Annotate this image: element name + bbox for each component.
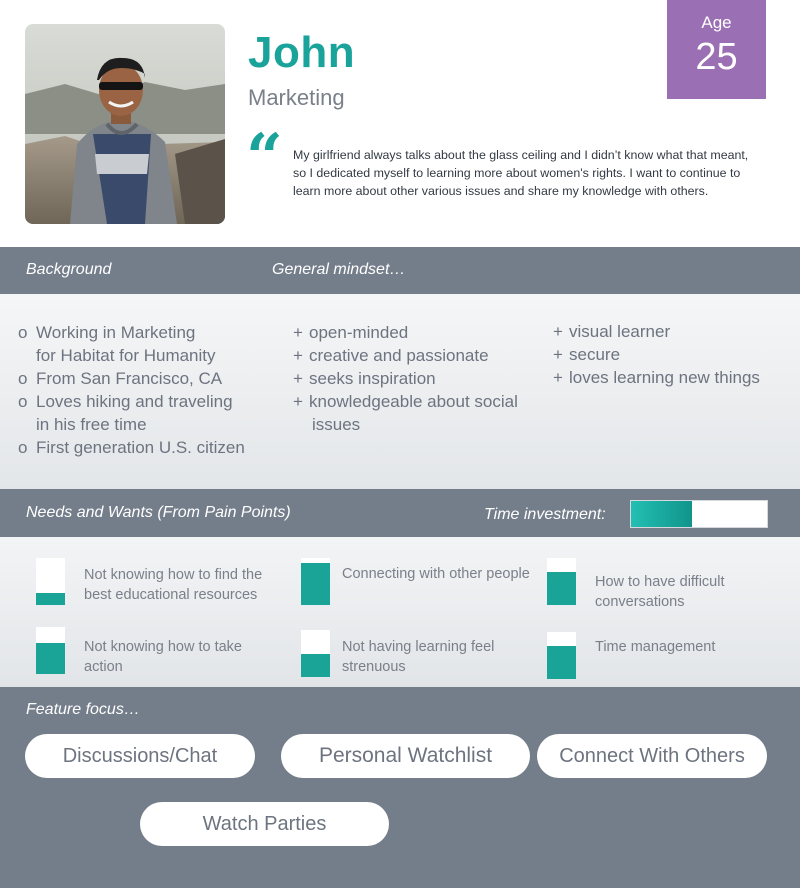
age-badge	[667, 0, 766, 99]
time-investment-bar	[630, 500, 768, 528]
need-text: Not knowing how to find the best educational resources	[84, 567, 263, 603]
background-title: Background	[26, 261, 112, 278]
profile-photo-image	[25, 24, 225, 224]
feature-pill-connect[interactable]: Connect With Others	[537, 734, 767, 778]
feature-band	[0, 687, 800, 888]
need-meter	[36, 627, 65, 674]
need-text: Not knowing how to take action	[84, 639, 242, 675]
feature-pill-watchlist[interactable]: Personal Watchlist	[281, 734, 530, 778]
mindset-title: General mindset…	[272, 261, 406, 278]
need-meter-fill	[301, 563, 330, 605]
mindset-item: + secure	[553, 343, 760, 366]
need-text: Connecting with other people	[342, 566, 530, 582]
feature-pill-discussions[interactable]: Discussions/Chat	[25, 734, 255, 778]
background-item: o Working in Marketing	[18, 321, 245, 344]
background-item: o Loves hiking and traveling	[18, 390, 245, 413]
mindset-item: + seeks inspiration	[293, 367, 518, 390]
need-meter-fill	[547, 572, 576, 605]
mindset-item: + knowledgeable about social	[293, 390, 518, 413]
need-meter-fill	[36, 593, 65, 605]
mindset-item-continued: issues	[312, 415, 361, 434]
persona-name: John	[248, 28, 356, 77]
time-investment-fill	[631, 501, 692, 527]
background-item-continued: for Habitat for Humanity	[36, 346, 216, 365]
mindset-item: + loves learning new things	[553, 366, 760, 389]
mindset-item: + creative and passionate	[293, 344, 518, 367]
need-meter-fill	[36, 643, 65, 674]
need-meter-fill	[301, 654, 330, 678]
age-label: Age	[701, 13, 732, 32]
mindset-list-2	[553, 320, 760, 389]
background-item: o First generation U.S. citizen	[18, 436, 245, 459]
need-meter	[36, 558, 65, 605]
need-meter	[301, 558, 330, 605]
background-header-band	[0, 247, 800, 294]
profile-photo	[25, 24, 225, 224]
persona-quote: My girlfriend always talks about the glass ceiling and I didn’t know what that meant, so I dedicated myself to learning more about women's rights. I want to continue to learn more about other various issues and share my knowledge with others.	[293, 148, 749, 198]
background-list	[18, 321, 245, 459]
feature-pill-watch-parties[interactable]: Watch Parties	[140, 802, 389, 846]
background-item: o From San Francisco, CA	[18, 367, 245, 390]
mindset-item: + open-minded	[293, 321, 518, 344]
need-text: Not having learning feel strenuous	[342, 639, 495, 675]
background-item-continued: in his free time	[36, 415, 147, 434]
need-meter	[547, 558, 576, 605]
mindset-list-1	[293, 321, 518, 436]
quote-icon: “	[246, 120, 283, 195]
persona-role: Marketing	[248, 85, 345, 110]
needs-title: Needs and Wants (From Pain Points)	[26, 504, 291, 521]
need-meter	[301, 630, 330, 677]
age-value: 25	[695, 36, 738, 78]
feature-title: Feature focus…	[26, 701, 140, 718]
need-text: How to have difficult conversations	[595, 574, 725, 610]
mindset-item: + visual learner	[553, 320, 760, 343]
time-investment-label: Time investment:	[484, 506, 606, 523]
need-meter	[547, 632, 576, 679]
need-text: Time management	[595, 639, 716, 655]
need-meter-fill	[547, 646, 576, 679]
